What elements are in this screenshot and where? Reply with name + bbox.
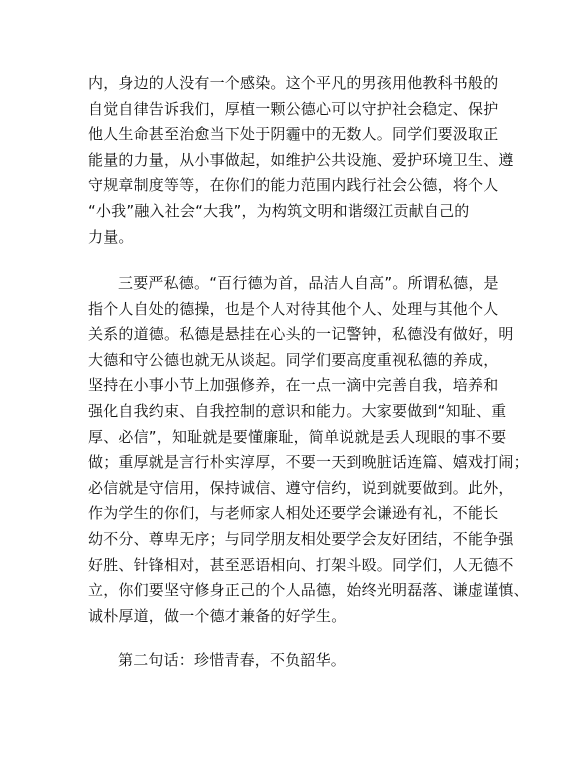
text-line: 能量的力量，从小事做起，如维护公共设施、爱护环境卫生、遵 (88, 150, 514, 169)
section-heading-second-sentence (88, 648, 508, 674)
text-line: 必信就是守信用，保持诚信、遵守信约，说到就要做到。此外， (88, 478, 514, 497)
text-line: 诚朴厚道，做一个德才兼备的好学生。 (88, 606, 347, 625)
text-line: 厚、必信”，知耻就是要懂廉耻，简单说就是丢人现眼的事不要 (88, 427, 507, 446)
paragraph-private-virtue (88, 271, 529, 706)
text-line: 自觉自律告诉我们，厚植一颗公德心可以守护社会稳定、保护 (88, 99, 499, 118)
text-line: 力量。 (88, 227, 134, 246)
text-line: 大德和守公德也就无从谈起。同学们要高度重视私德的养成， (88, 350, 499, 369)
text-line: 立，你们要坚守修身正己的个人品德，始终光明磊落、谦虚谨慎、 (88, 581, 529, 600)
text-line: 强化自我约束、自我控制的意识和能力。大家要做到“知耻、重 (88, 401, 507, 420)
text-line: 第二句话：珍惜青春，不负韶华。 (118, 651, 347, 669)
text-line: 三要严私德。“百行德为首，品洁人自高”。所谓私德，是 (118, 274, 499, 292)
text-line: 他人生命甚至治愈当下处于阴霾中的无数人。同学们要汲取正 (88, 125, 499, 144)
text-line (88, 681, 508, 707)
text-line: 好胜、针锋相对，甚至恶语相向、打架斗殴。同学们，人无德不 (88, 555, 514, 574)
text-line: 内，身边的人没有一个感染。这个平凡的男孩用他教科书般的 (88, 74, 499, 92)
text-line: 做；重厚就是言行朴实淳厚，不要一天到晚脏话连篇、嬉戏打闹； (88, 453, 529, 472)
text-line: 幼不分、尊卑无序；与同学朋友相处要学会友好团结，不能争强 (88, 529, 514, 548)
text-line: 指个人自处的德操，也是个人对待其他个人、处理与其他个人 (88, 299, 499, 318)
text-line: “小我”融入社会“大我”，为构筑文明和谐缀江贡献自己的 (88, 201, 470, 220)
text-line: 作为学生的你们，与老师家人相处还要学会谦逊有礼，不能长 (88, 504, 499, 523)
paragraph-public-virtue-continued (88, 71, 514, 250)
text-line: 守规章制度等等，在你们的能力范围内践行社会公德，将个人 (88, 176, 499, 195)
text-line: 坚持在小事小节上加强修养，在一点一滴中完善自我，培养和 (88, 376, 499, 395)
text-line: 关系的道德。私德是悬挂在心头的一记警钟，私德没有做好，明 (88, 325, 514, 344)
